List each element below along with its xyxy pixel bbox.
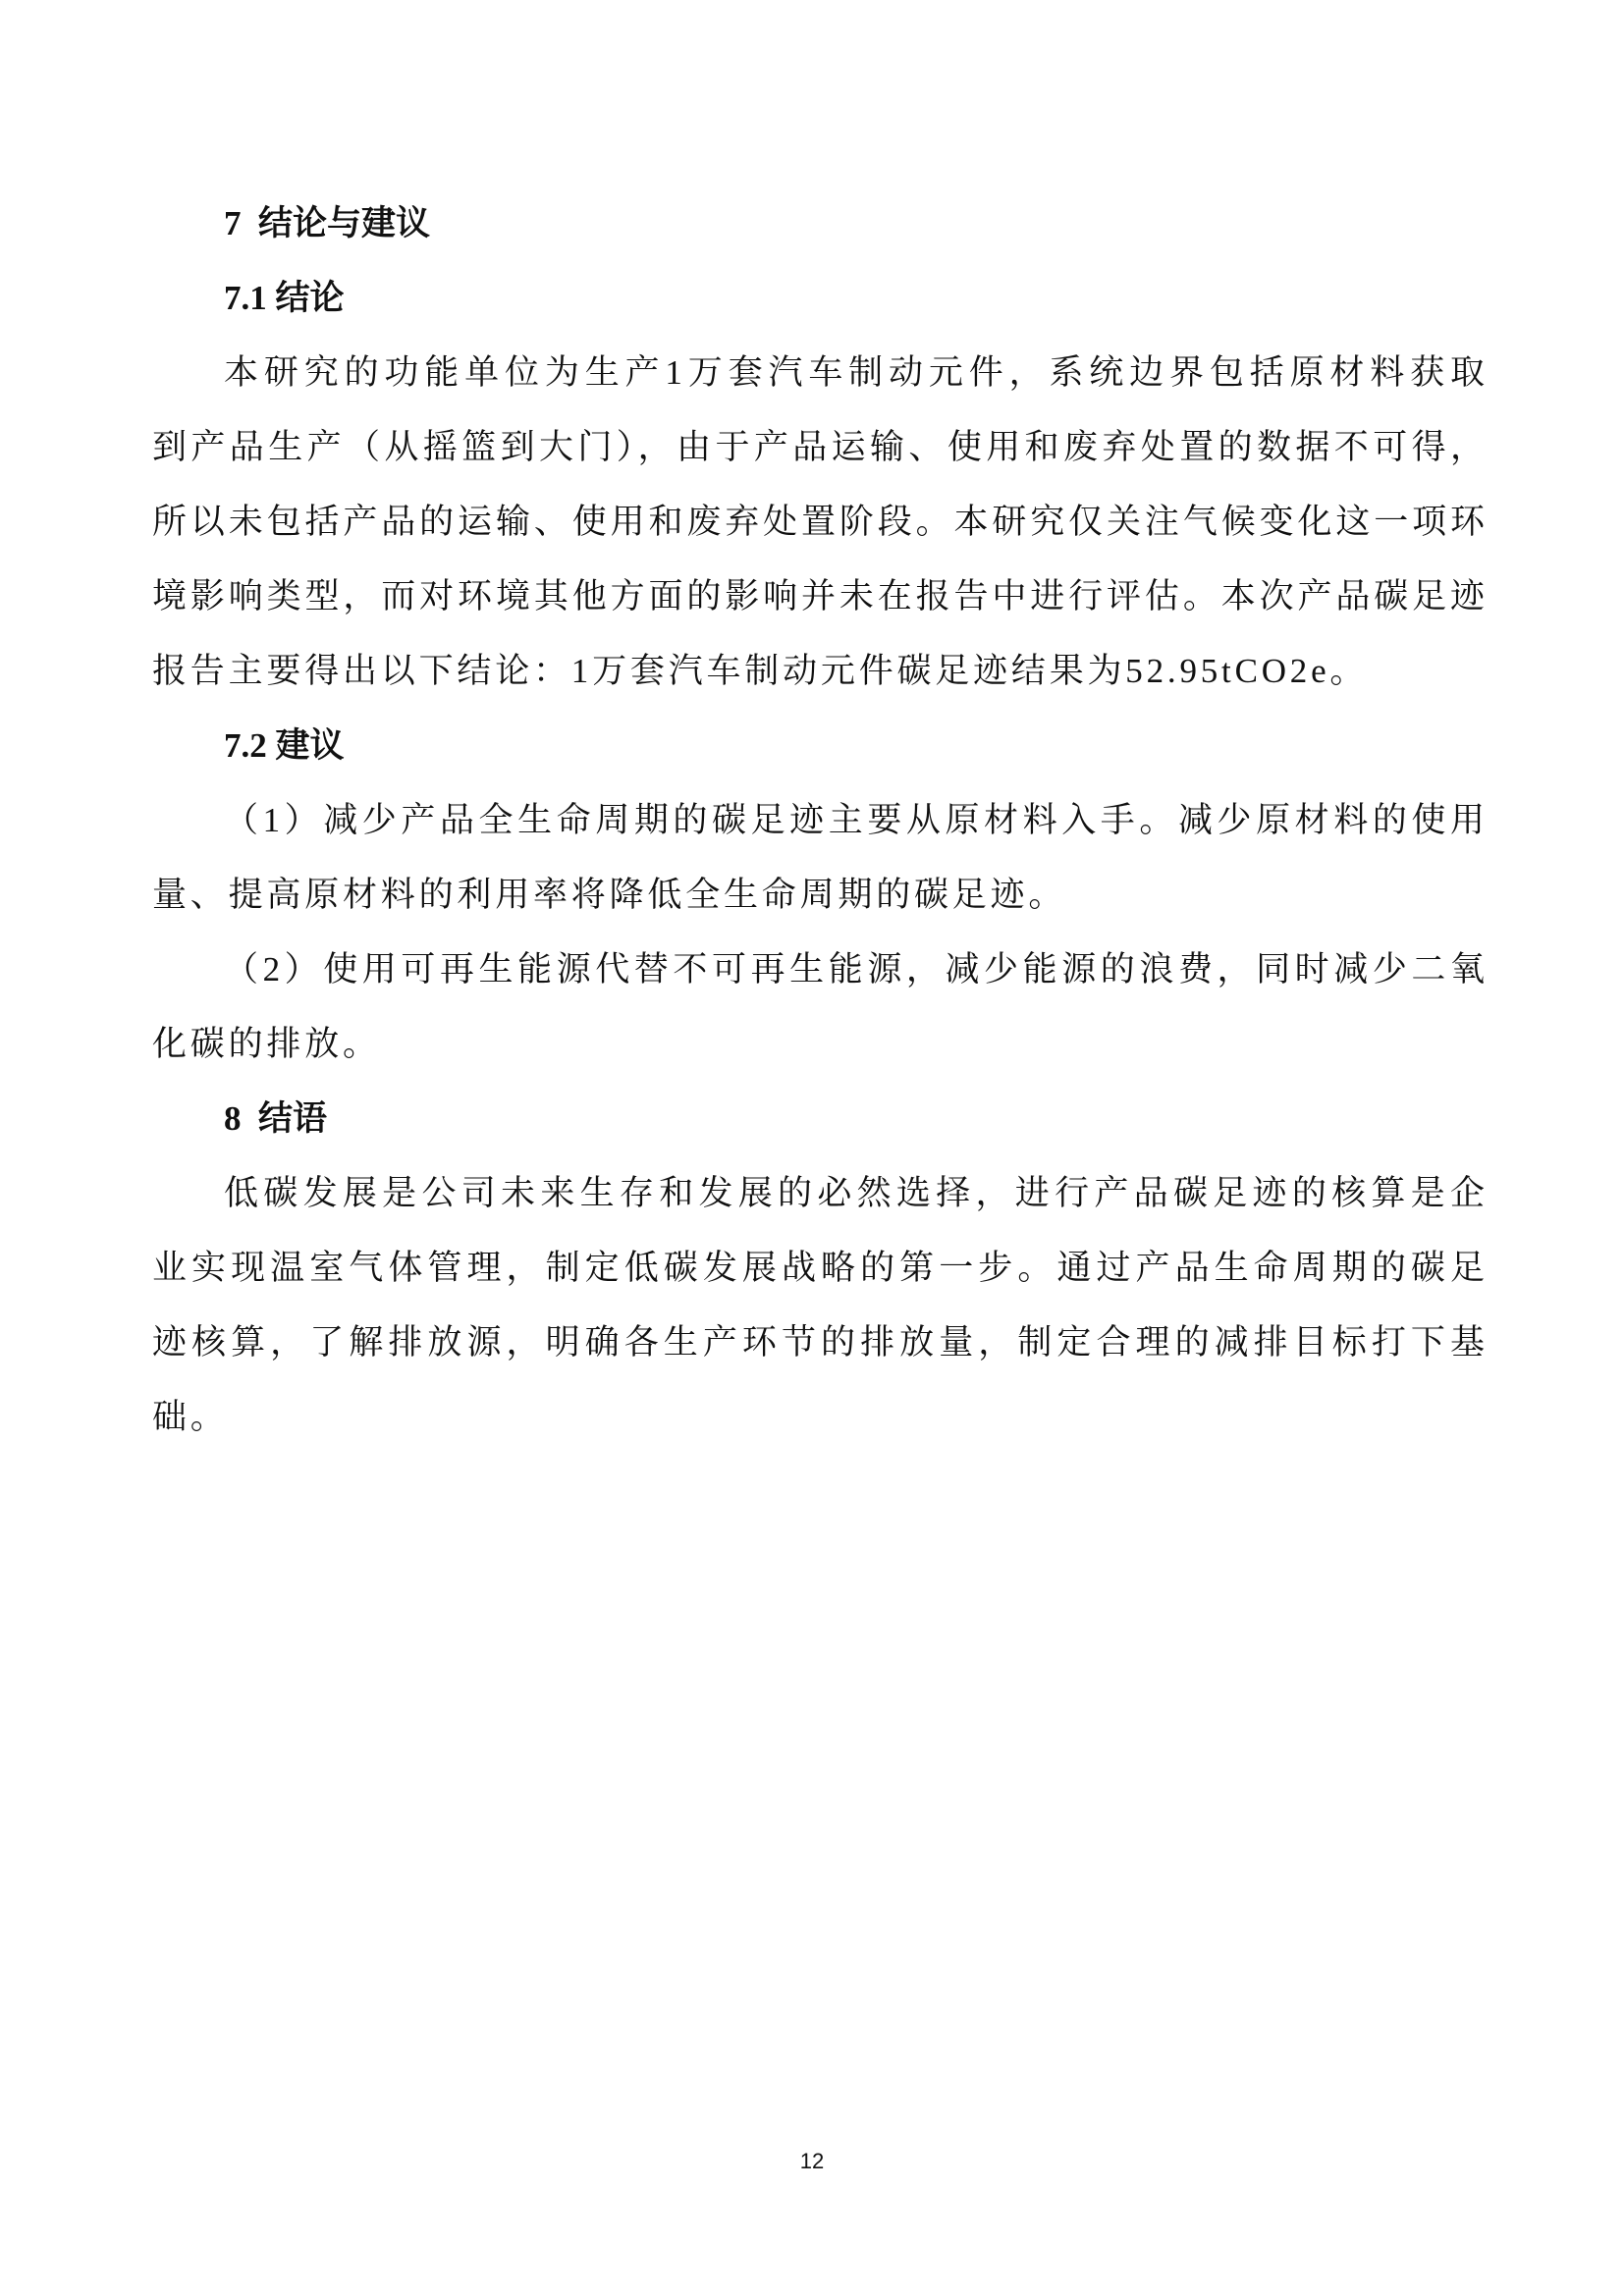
chapter-7-heading: 7 结论与建议 xyxy=(224,204,431,242)
paragraph-line: 境影响类型，而对环境其他方面的影响并未在报告中进行评估。本次产品碳足迹 xyxy=(152,577,1485,615)
paragraph-line: （2）使用可再生能源代替不可再生能源，减少能源的浪费，同时减少二氧 xyxy=(224,950,1485,988)
section-7-2-heading: 7.2 建议 xyxy=(224,726,345,765)
suggestion-item-1 xyxy=(152,783,1485,933)
paragraph-line: 业实现温室气体管理，制定低碳发展战略的第一步。通过产品生命周期的碳足 xyxy=(152,1249,1485,1287)
paragraph-line: 础。 xyxy=(152,1398,229,1436)
paragraph-line: 所以未包括产品的运输、使用和废弃处置阶段。本研究仅关注气候变化这一项环 xyxy=(152,503,1485,541)
paragraph-line: 量、提高原材料的利用率将降低全生命周期的碳足迹。 xyxy=(152,876,1067,914)
conclusion-paragraph xyxy=(152,336,1485,709)
section-7-1-heading: 7.1 结论 xyxy=(224,279,345,317)
closing-paragraph xyxy=(152,1156,1485,1455)
chapter-8-heading: 8 结语 xyxy=(224,1099,328,1138)
paragraph-line: （1）减少产品全生命周期的碳足迹主要从原材料入手。减少原材料的使用 xyxy=(224,801,1485,839)
paragraph-line: 本研究的功能单位为生产1万套汽车制动元件，系统边界包括原材料获取 xyxy=(224,353,1485,392)
paragraph-line: 报告主要得出以下结论：1万套汽车制动元件碳足迹结果为52.95tCO2e。 xyxy=(152,652,1369,690)
document-body xyxy=(152,187,1485,1455)
paragraph-line: 到产品生产（从摇篮到大门），由于产品运输、使用和废弃处置的数据不可得， xyxy=(152,428,1485,466)
page-number: 12 xyxy=(799,2149,825,2173)
paragraph-line: 化碳的排放。 xyxy=(152,1025,381,1063)
paragraph-line: 迹核算，了解排放源，明确各生产环节的排放量，制定合理的减排目标打下基 xyxy=(152,1323,1485,1362)
suggestion-item-2 xyxy=(152,933,1485,1082)
paragraph-line: 低碳发展是公司未来生存和发展的必然选择，进行产品碳足迹的核算是企 xyxy=(224,1174,1485,1212)
